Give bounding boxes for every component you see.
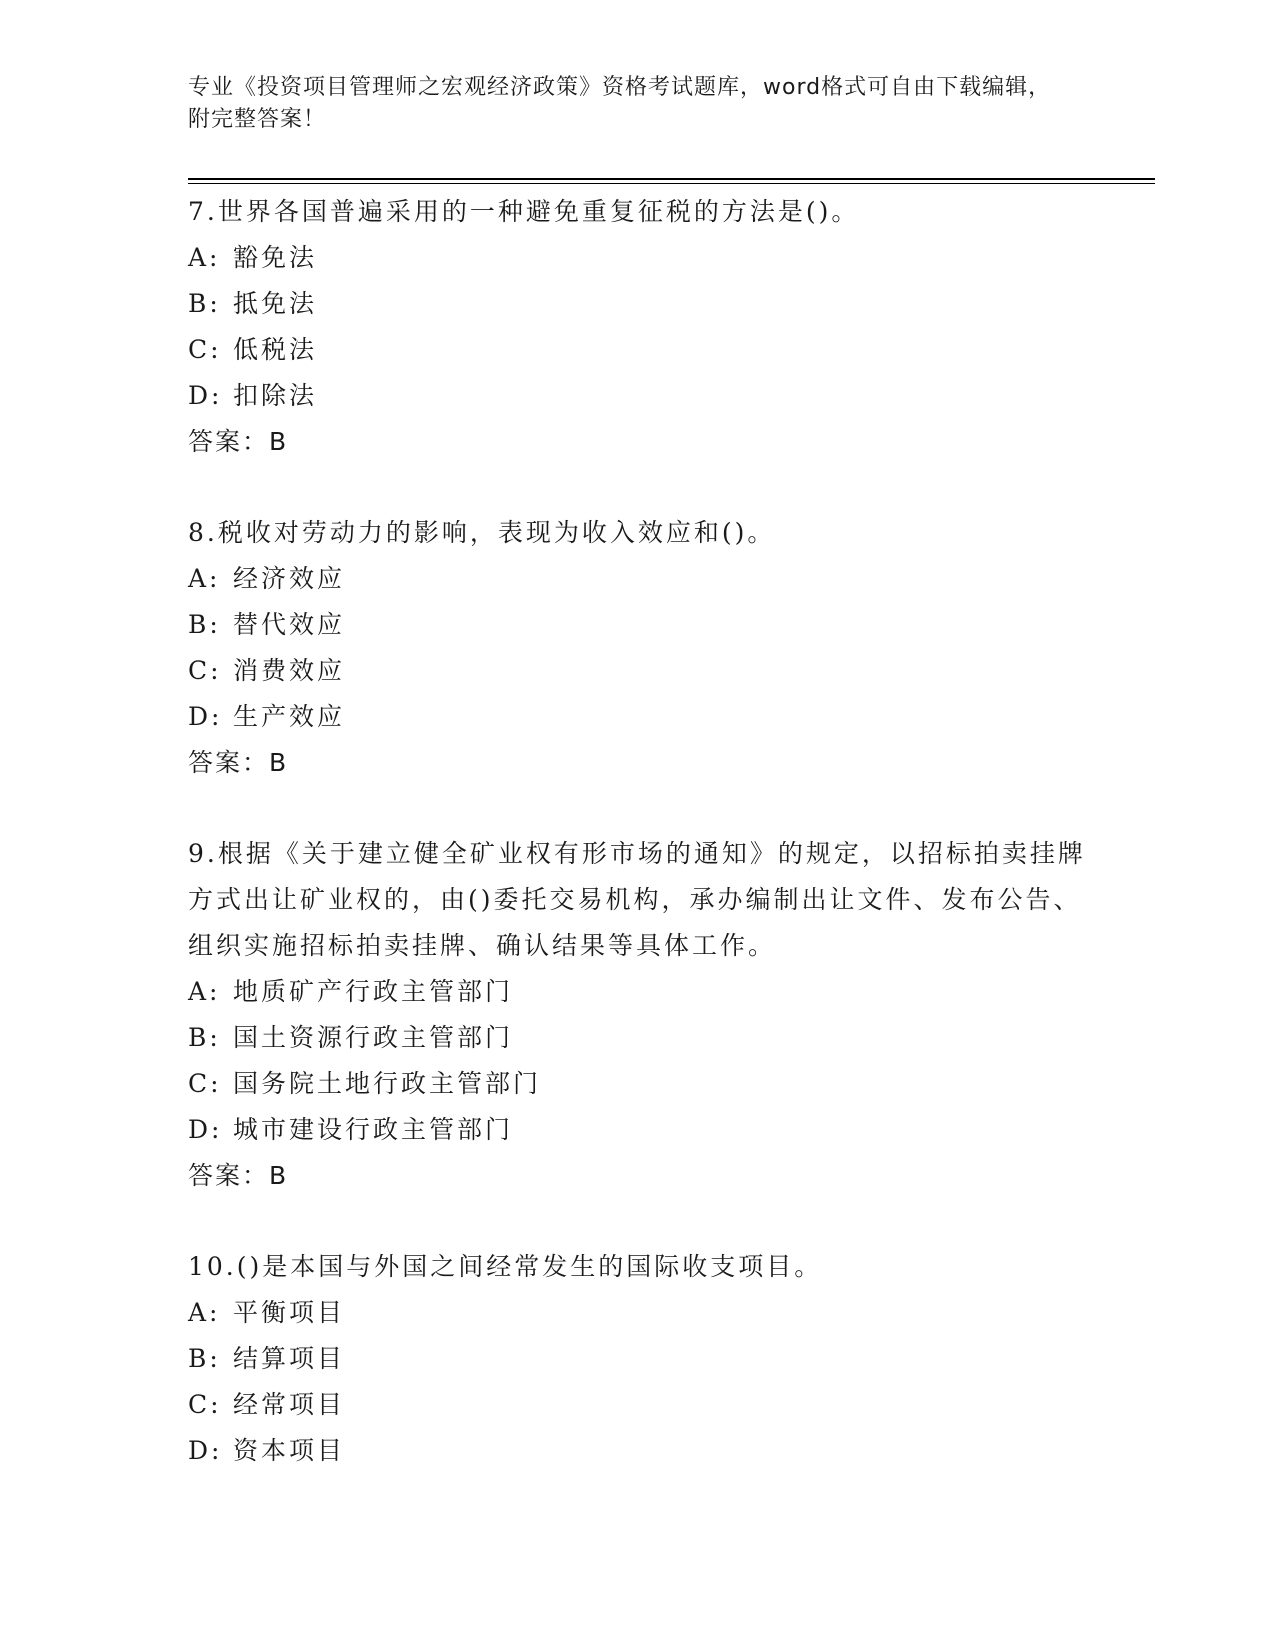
option-text: 经济效应 (233, 564, 346, 593)
option-key: A: (188, 1298, 221, 1327)
option-text: 消费效应 (233, 656, 346, 685)
option-key: A: (188, 977, 221, 1006)
option-key: A: (188, 243, 221, 272)
option-b (188, 281, 1088, 327)
option-c (188, 648, 1088, 694)
option-d (188, 694, 1088, 740)
option-text: 扣除法 (233, 381, 318, 410)
option-b (188, 1015, 1088, 1061)
option-key: D: (188, 1436, 223, 1465)
option-key: D: (188, 702, 223, 731)
option-text: 国土资源行政主管部门 (233, 1023, 514, 1052)
option-a (188, 556, 1088, 602)
option-d (188, 373, 1088, 419)
option-text: 结算项目 (233, 1344, 346, 1373)
header-divider (188, 178, 1155, 180)
option-key: B: (188, 1344, 221, 1373)
header-divider-thin (188, 183, 1155, 184)
question-text: 10.()是本国与外国之间经常发生的国际收支项目。 (188, 1252, 823, 1281)
option-key: D: (188, 1115, 223, 1144)
option-a (188, 1290, 1088, 1336)
question-9 (188, 831, 1088, 1199)
option-a (188, 235, 1088, 281)
question-text: 8.税收对劳动力的影响，表现为收入效应和()。 (188, 518, 776, 547)
option-key: C: (188, 1390, 222, 1419)
option-text: 国务院土地行政主管部门 (233, 1069, 542, 1098)
option-text: 低税法 (233, 335, 318, 364)
option-text: 平衡项目 (233, 1298, 346, 1327)
option-a (188, 969, 1088, 1015)
option-c (188, 327, 1088, 373)
option-text: 替代效应 (233, 610, 346, 639)
option-text: 经常项目 (233, 1390, 346, 1419)
option-b (188, 602, 1088, 648)
option-text: 生产效应 (233, 702, 346, 731)
option-key: C: (188, 1069, 222, 1098)
option-key: D: (188, 381, 223, 410)
option-text: 资本项目 (233, 1436, 346, 1465)
option-key: B: (188, 289, 221, 318)
option-key: C: (188, 335, 222, 364)
option-c (188, 1382, 1088, 1428)
option-key: B: (188, 610, 221, 639)
option-key: B: (188, 1023, 221, 1052)
question-10 (188, 1244, 1088, 1474)
option-b (188, 1336, 1088, 1382)
answer: 答案：B (188, 1161, 289, 1190)
option-key: C: (188, 656, 222, 685)
option-text: 豁免法 (233, 243, 318, 272)
question-text: 7.世界各国普遍采用的一种避免重复征税的方法是()。 (188, 197, 860, 226)
document-header: 专业《投资项目管理师之宏观经济政策》资格考试题库，word格式可自由下载编辑，附完整答案！ (188, 75, 1052, 132)
option-d (188, 1428, 1088, 1474)
option-c (188, 1061, 1088, 1107)
option-text: 抵免法 (233, 289, 318, 318)
option-d (188, 1107, 1088, 1153)
option-text: 地质矿产行政主管部门 (233, 977, 514, 1006)
question-list (188, 189, 1088, 1519)
option-key: A: (188, 564, 221, 593)
answer: 答案：B (188, 748, 289, 777)
answer: 答案：B (188, 427, 289, 456)
question-text: 9.根据《关于建立健全矿业权有形市场的通知》的规定，以招标拍卖挂牌方式出让矿业权的，由()委托交易机构，承办编制出让文件、发布公告、组织实施招标拍卖挂牌、确认结果等具体工作。 (188, 839, 1086, 960)
question-7 (188, 189, 1088, 465)
question-8 (188, 510, 1088, 786)
option-text: 城市建设行政主管部门 (233, 1115, 514, 1144)
